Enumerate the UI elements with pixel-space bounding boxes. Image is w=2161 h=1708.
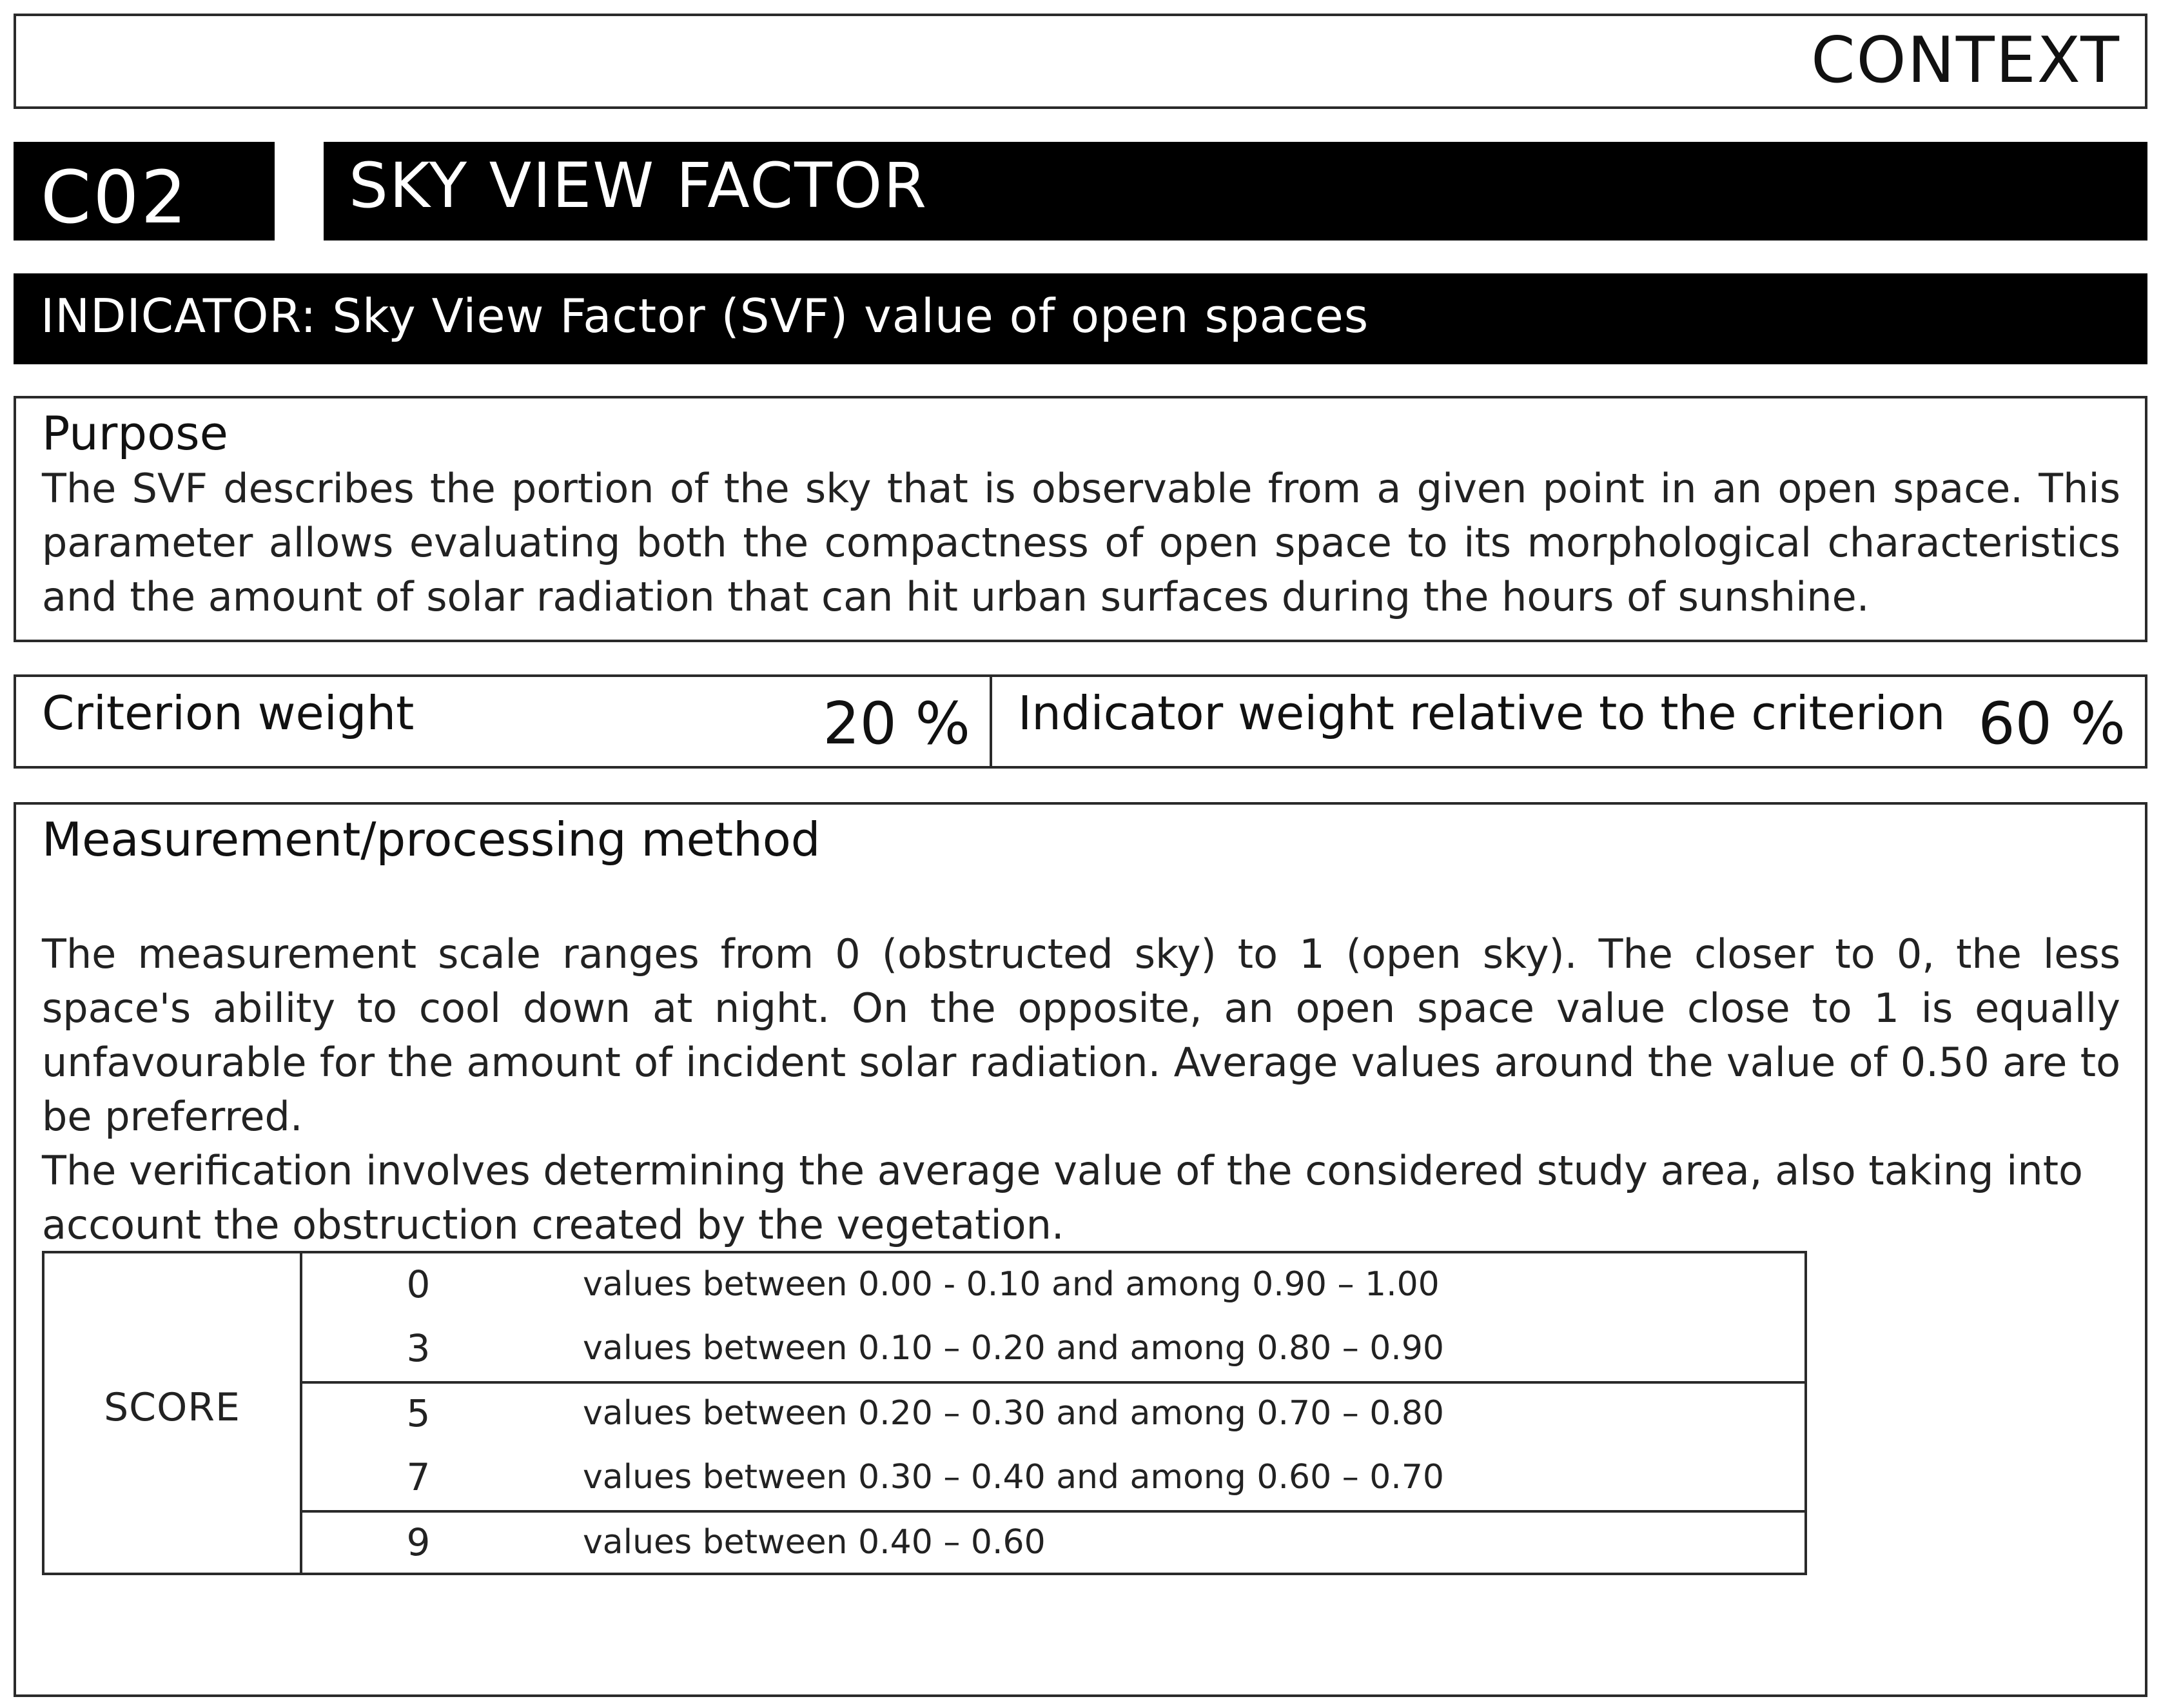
score-table xyxy=(42,1251,1807,1575)
purpose-section xyxy=(14,396,2147,642)
purpose-heading: Purpose xyxy=(42,406,228,460)
indicator-code: C02 xyxy=(41,156,189,240)
method-paragraph-2-line-2: account the obstruction created by the vegetation. xyxy=(42,1201,1064,1248)
score-description: values between 0.00 - 0.10 and among 0.90 – 1.00 xyxy=(583,1265,1440,1304)
score-value: 9 xyxy=(406,1520,431,1564)
score-row xyxy=(302,1382,1804,1446)
criterion-weight-value: 20 % xyxy=(823,690,970,758)
score-description: values between 0.40 – 0.60 xyxy=(583,1523,1046,1562)
criterion-weight-label: Criterion weight xyxy=(42,686,415,740)
weights-section xyxy=(14,674,2147,769)
context-header xyxy=(14,14,2147,109)
score-value: 5 xyxy=(406,1391,431,1435)
score-value: 3 xyxy=(406,1326,431,1370)
score-description: values between 0.20 – 0.30 and among 0.70 – 0.80 xyxy=(583,1394,1445,1433)
purpose-text: The SVF describes the portion of the sky that is observable from a given point in an open space. This parameter allows evaluating both the compactness of open space to its morphological characteristics and the amount of solar radiation that can hit urban surfaces during the hours of sunshine. xyxy=(42,465,2120,620)
score-description: values between 0.30 – 0.40 and among 0.60 – 0.70 xyxy=(583,1458,1445,1497)
score-row xyxy=(302,1317,1804,1381)
method-section xyxy=(14,802,2147,1697)
context-label: CONTEXT xyxy=(1811,24,2120,97)
method-heading: Measurement/processing method xyxy=(42,812,821,867)
score-description: values between 0.10 – 0.20 and among 0.80 – 0.90 xyxy=(583,1329,1445,1368)
method-paragraph-1: The measurement scale ranges from 0 (obstructed sky) to 1 (open sky). The closer to 0, the less space's ability to cool down at night. On the opposite, an open space value close to 1 is equally unfavourable for the amount of incident solar radiation. Average values around the value of 0.50 are to be preferred. xyxy=(42,930,2120,1140)
score-value: 7 xyxy=(406,1455,431,1499)
score-row xyxy=(302,1511,1804,1575)
page-title: SKY VIEW FACTOR xyxy=(349,150,928,222)
title-bar xyxy=(14,142,2147,240)
indicator-text: INDICATOR: Sky View Factor (SVF) value of open spaces xyxy=(41,289,1369,343)
title-divider xyxy=(275,142,324,240)
indicator-weight-label: Indicator weight relative to the criterion xyxy=(1018,686,1946,740)
indicator-weight-value: 60 % xyxy=(1978,690,2126,758)
score-value: 0 xyxy=(406,1262,431,1306)
score-row xyxy=(302,1446,1804,1510)
indicator-weight-cell xyxy=(992,677,2145,766)
score-label: SCORE xyxy=(104,1385,240,1430)
criterion-weight-cell xyxy=(16,677,992,766)
indicator-bar xyxy=(14,273,2147,364)
score-label-cell xyxy=(44,1253,302,1573)
method-paragraph-2-line-1: The verification involves determining the average value of the considered study area, also taking into xyxy=(42,1147,2083,1194)
score-row xyxy=(302,1253,1804,1317)
